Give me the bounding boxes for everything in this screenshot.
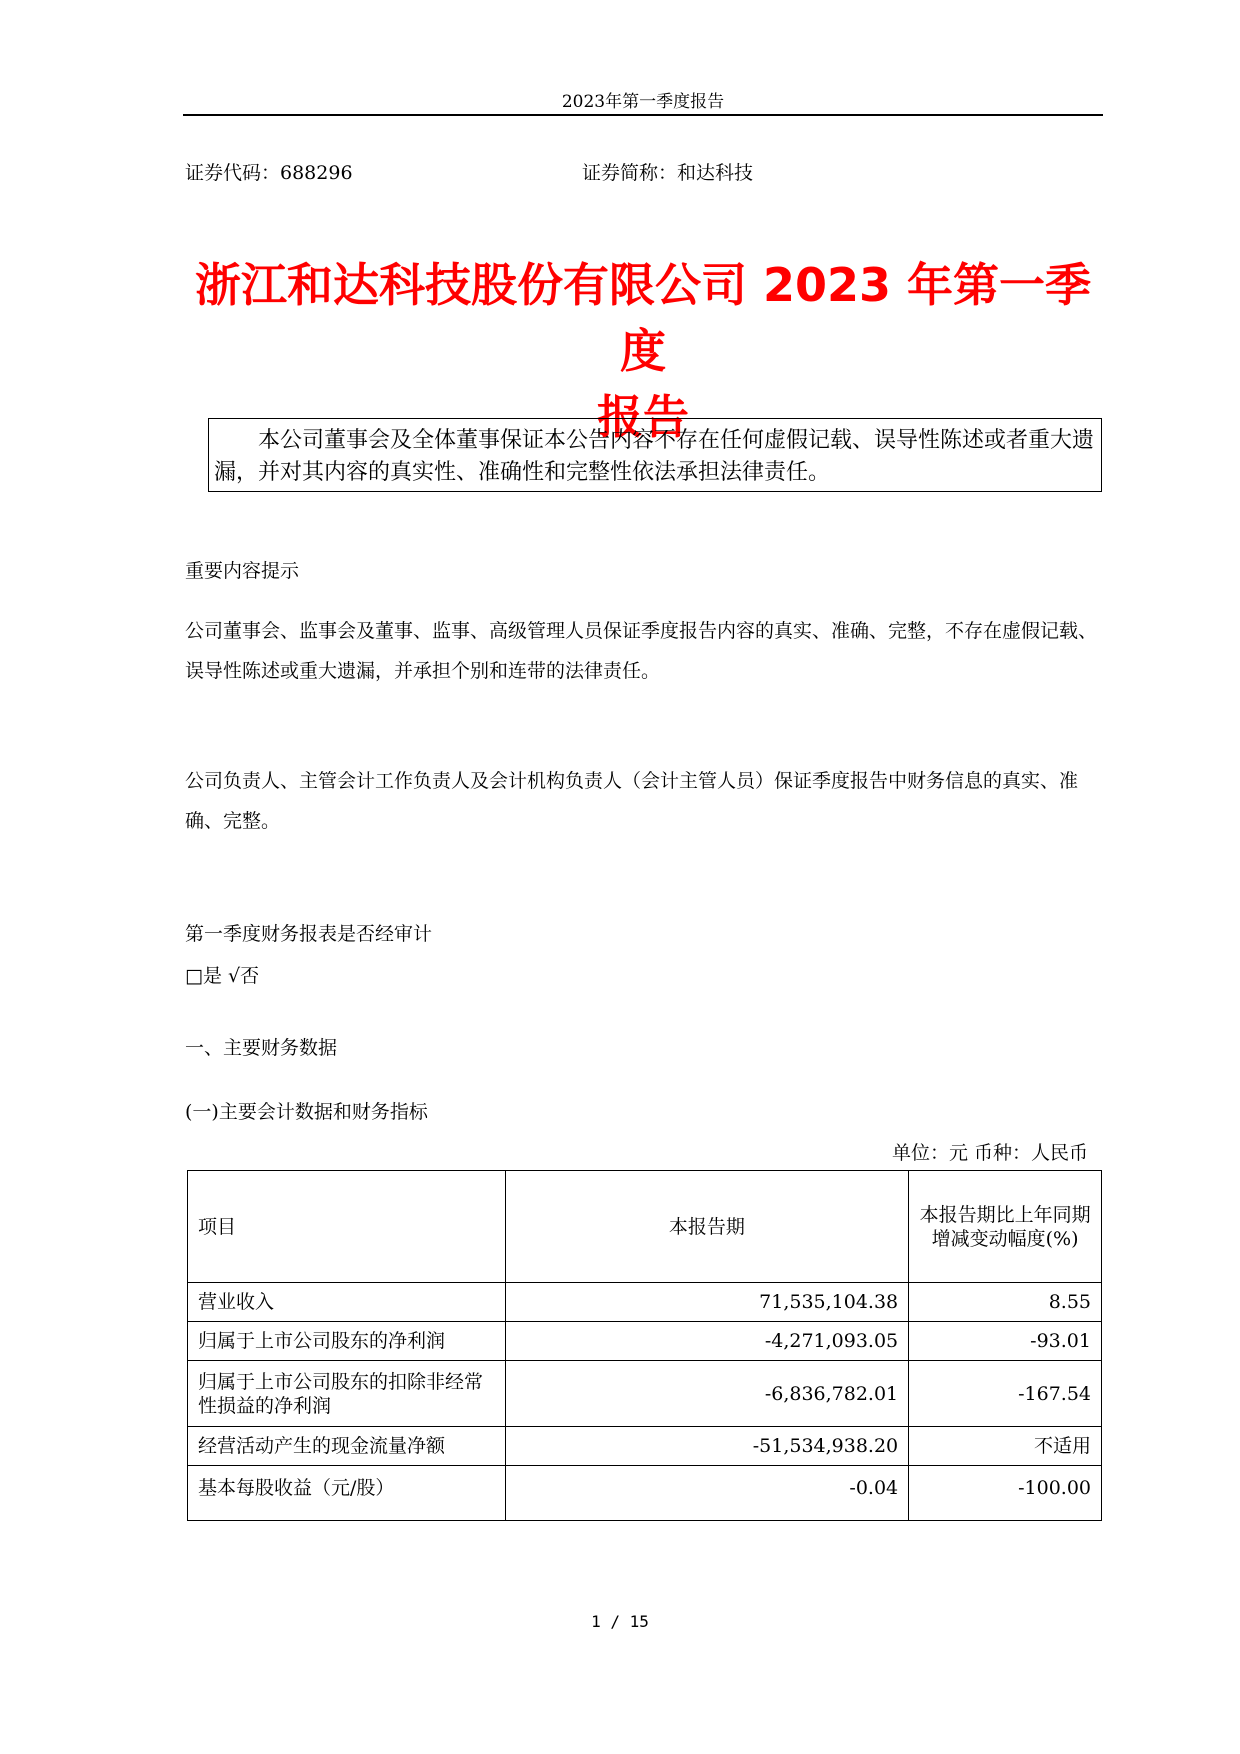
table-row — [188, 1466, 1102, 1521]
row-current: -51,534,938.20 — [505, 1427, 909, 1466]
row-change: -167.54 — [909, 1361, 1102, 1427]
row-item: 归属于上市公司股东的净利润 — [188, 1322, 506, 1361]
header-divider — [183, 114, 1103, 116]
report-title-line2: 报告 — [597, 390, 689, 444]
header-yoy-change: 本报告期比上年同期增减变动幅度(%) — [909, 1171, 1102, 1283]
audit-options: □是 √否 — [185, 965, 260, 987]
running-header: 2023年第一季度报告 — [561, 92, 725, 112]
table-row — [188, 1361, 1102, 1427]
highlights-paragraph-2: 公司负责人、主管会计工作负责人及会计机构负责人（会计主管人员）保证季度报告中财务信息的真实、准确、完整。 — [185, 770, 1079, 832]
row-current: 71,535,104.38 — [505, 1283, 909, 1322]
table-header-row — [188, 1171, 1102, 1283]
section-subheading: (一)主要会计数据和财务指标 — [185, 1101, 428, 1123]
row-item: 基本每股收益（元/股） — [188, 1466, 506, 1521]
row-change: 8.55 — [909, 1283, 1102, 1322]
row-change: -93.01 — [909, 1322, 1102, 1361]
section-heading: 一、主要财务数据 — [185, 1037, 338, 1059]
row-current: -0.04 — [505, 1466, 909, 1521]
table-row — [188, 1283, 1102, 1322]
financial-data-table — [187, 1170, 1102, 1521]
board-statement: 本公司董事会及全体董事保证本公告内容不存在任何虚假记载、误导性陈述或者重大遗漏，并对其内容的真实性、准确性和完整性依法承担法律责任。 — [214, 428, 1095, 485]
row-item: 经营活动产生的现金流量净额 — [188, 1427, 506, 1466]
header-current-period: 本报告期 — [505, 1171, 909, 1283]
board-statement-box — [208, 418, 1102, 492]
row-current: -6,836,782.01 — [505, 1361, 909, 1427]
header-item: 项目 — [188, 1171, 506, 1283]
row-change: -100.00 — [909, 1466, 1102, 1521]
table-row — [188, 1322, 1102, 1361]
report-title-line1: 浙江和达科技股份有限公司 2023 年第一季度 — [194, 258, 1092, 378]
audit-question: 第一季度财务报表是否经审计 — [185, 923, 433, 945]
row-current: -4,271,093.05 — [505, 1322, 909, 1361]
table-row — [188, 1427, 1102, 1466]
highlights-paragraph-1: 公司董事会、监事会及董事、监事、高级管理人员保证季度报告内容的真实、准确、完整，不存在虚假记载、误导性陈述或重大遗漏，并承担个别和连带的法律责任。 — [185, 620, 1098, 682]
page-number: 1 / 15 — [591, 1612, 649, 1631]
highlights-heading: 重要内容提示 — [185, 560, 300, 582]
security-abbreviation: 证券简称：和达科技 — [582, 162, 754, 184]
row-item: 营业收入 — [188, 1283, 506, 1322]
row-item: 归属于上市公司股东的扣除非经常性损益的净利润 — [188, 1361, 506, 1427]
unit-note: 单位：元 币种：人民币 — [891, 1142, 1088, 1164]
row-change: 不适用 — [909, 1427, 1102, 1466]
security-code: 证券代码：688296 — [185, 162, 353, 184]
